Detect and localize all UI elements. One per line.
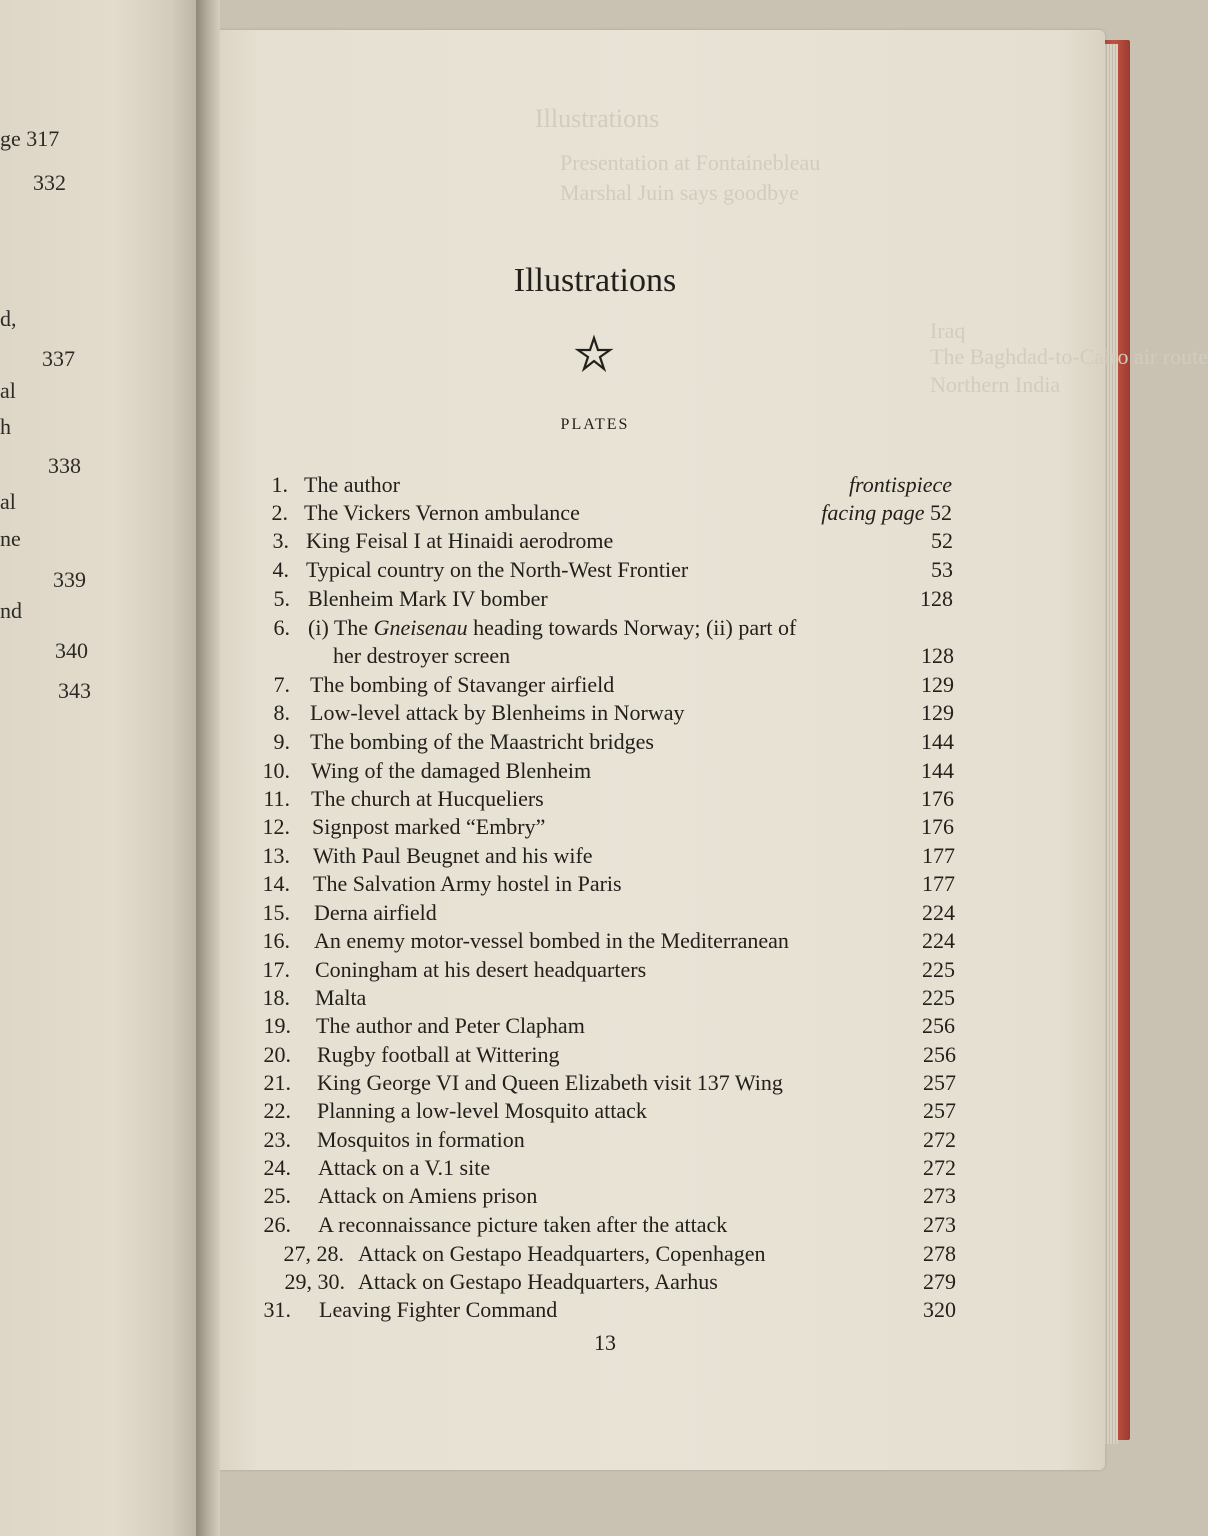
list-item <box>249 1297 956 1326</box>
plate-number: 2. <box>271 500 288 525</box>
plate-number: 18. <box>262 985 290 1010</box>
plate-caption: King Feisal I at Hinaidi aerodrome <box>306 528 614 553</box>
section-heading: PLATES <box>560 416 630 433</box>
plate-caption: The bombing of Stavanger airfield <box>310 672 615 697</box>
plate-caption: King George VI and Queen Elizabeth visit 137 Wing <box>317 1070 783 1095</box>
plate-page: 53 <box>931 557 953 582</box>
plate-page: 128 <box>921 643 954 668</box>
plate-caption: Attack on Gestapo Headquarters, Copenhagen <box>358 1241 766 1266</box>
list-item <box>247 1127 956 1156</box>
plate-page: 144 <box>921 729 954 754</box>
plate-number: 10. <box>262 758 290 783</box>
left-line-9: ne <box>0 526 21 551</box>
list-item <box>248 1183 956 1212</box>
plate-number: 11. <box>263 786 290 811</box>
plate-caption: Coningham at his desert headquarters <box>315 957 647 982</box>
plate-caption-continued: her destroyer screen <box>333 643 511 668</box>
plate-caption: Rugby football at Wittering <box>317 1042 560 1067</box>
plate-page: 256 <box>922 1013 955 1038</box>
list-item <box>248 1241 956 1270</box>
list-item <box>247 1098 956 1127</box>
plate-page: 177 <box>922 843 955 868</box>
plate-caption: Wing of the damaged Blenheim <box>311 758 592 783</box>
left-line-1: ge 317 <box>0 126 60 151</box>
left-line-3: d, <box>0 306 17 331</box>
plate-number: 14. <box>262 871 290 896</box>
plate-caption: The author <box>304 472 400 497</box>
list-item <box>248 1212 956 1241</box>
left-line-13: 343 <box>58 678 91 703</box>
list-item <box>245 871 955 900</box>
plate-number: 26. <box>263 1212 291 1237</box>
facing-page-label: facing page <box>821 500 925 525</box>
ship-name: Gneisenau <box>373 615 468 640</box>
left-line-6: h <box>0 414 11 439</box>
plate-number: 3. <box>272 528 289 553</box>
left-line-5: al <box>0 378 16 403</box>
plate-page: 279 <box>923 1269 956 1294</box>
left-page <box>0 0 207 1536</box>
left-line-7: 338 <box>48 453 81 478</box>
plate-number: 1. <box>271 472 288 497</box>
list-item <box>247 1042 956 1071</box>
list-item <box>241 528 953 557</box>
plate-page: 128 <box>920 586 953 611</box>
list-item <box>245 843 955 872</box>
plate-number: 5. <box>273 586 290 611</box>
plate-caption: An enemy motor-vessel bombed in the Mediterranean <box>314 928 789 953</box>
plate-number: 15. <box>262 900 290 925</box>
plate-number: 17. <box>262 957 290 982</box>
plate-caption: With Paul Beugnet and his wife <box>313 843 593 868</box>
plate-page: 225 <box>922 957 955 982</box>
plate-page: 257 <box>923 1070 956 1095</box>
plate-number: 12. <box>262 814 290 839</box>
plate-number: 31. <box>263 1297 291 1322</box>
plate-number: 24. <box>263 1155 291 1180</box>
left-line-2: 332 <box>33 170 66 195</box>
list-item <box>244 786 954 815</box>
left-line-10: 339 <box>53 567 86 592</box>
plate-page: 177 <box>922 871 955 896</box>
plate-page: 278 <box>923 1241 956 1266</box>
plate-caption: The Salvation Army hostel in Paris <box>313 871 622 896</box>
list-item <box>246 985 955 1014</box>
list-item <box>240 472 952 501</box>
list-item <box>243 643 954 672</box>
plate-page: frontispiece <box>848 472 952 497</box>
list-item <box>243 672 954 701</box>
plate-number: 9. <box>273 729 290 754</box>
plate-page: 129 <box>921 672 954 697</box>
plate-caption: Derna airfield <box>314 900 437 925</box>
plate-number: 27, 28. <box>283 1241 344 1266</box>
plate-number: 19. <box>263 1013 291 1038</box>
plate-number: 23. <box>263 1127 291 1152</box>
plate-caption: Blenheim Mark IV bomber <box>308 586 548 611</box>
list-item <box>245 928 955 957</box>
plate-caption: Attack on a V.1 site <box>318 1155 491 1180</box>
plate-page: 225 <box>922 985 955 1010</box>
plate-caption: Low-level attack by Blenheims in Norway <box>310 700 685 725</box>
plate-number: 13. <box>262 843 290 868</box>
left-line-4: 337 <box>42 346 75 371</box>
list-item <box>244 758 954 787</box>
plate-number: 7. <box>273 672 290 697</box>
book-gutter <box>196 0 220 1536</box>
plate-number: 4. <box>272 557 289 582</box>
plate-number: 16. <box>262 928 290 953</box>
plate-page: 256 <box>923 1042 956 1067</box>
plate-caption: Leaving Fighter Command <box>319 1297 558 1322</box>
plate-page: 272 <box>923 1127 956 1152</box>
list-item <box>240 500 952 529</box>
plate-caption <box>308 615 796 641</box>
plate-page: 224 <box>922 900 955 925</box>
list-item <box>243 729 954 758</box>
plate-caption: Attack on Amiens prison <box>318 1183 538 1208</box>
list-item <box>242 586 953 615</box>
plate-number: 25. <box>263 1183 291 1208</box>
page-title: Illustrations <box>513 262 677 299</box>
page-number: 13 <box>594 1330 616 1355</box>
plate-caption: The bombing of the Maastricht bridges <box>310 729 654 754</box>
plate-caption: Planning a low-level Mosquito attack <box>317 1098 647 1123</box>
list-item <box>242 615 953 644</box>
plate-caption: The author and Peter Clapham <box>316 1013 585 1038</box>
page-edges <box>1104 44 1118 1444</box>
plate-number: 21. <box>263 1070 291 1095</box>
list-item <box>247 1070 956 1099</box>
plate-number: 6. <box>273 615 290 640</box>
book-photo: Illustrations Presentation at Fontainebleau Marshal Juin says goodbye Iraq The Baghdad-to-Cairo air route Northern India ge 317 332 d, 337 al h 338 al ne 339 nd 340 343 Illustrations PLATES 1. The author frontispiece 2. The Vickers Vernon ambulance facing page 52 3. King Feisal I at Hinaidi aerodrome 52 4. Typical country on the North-West Frontier 53 5. Blenheim Mark IV bomber 128 6. (i) The Gneisenau heading towards Norway; (ii) part of her destroyer screen 128 7. The bombing of Stavanger airfield 129 8. Low-level attack by Blenheims in Norway 129 9. The bombing of the Maastricht bridges 144 10. Wing of the damaged Blenheim 144 11. The church at Hucqueliers 176 12. Signpost marked “Embry” 176 13. With Paul Beugnet and his wife 177 14. The Salvation Army hostel in Paris 177 15. Derna airfield 224 16. An enemy motor-vessel bombed in the Mediterranean 224 17. Coningham at his desert headquarters 225 18. Malta 225 19. The author and Peter Clapham 256 20. Rugby football at Wittering 256 21. King George VI and Queen Elizabeth visit 137 Wing 257 22. Planning a low-level Mosquito attack 257 23. Mosquitos in formation 272 24. Attack on a V.1 site 272 25. Attack on Amiens prison 273 26. A reconnaissance picture taken after the attack 273 27, 28. Attack on Gestapo Headquarters, Copenhagen 278 29, 30. Attack on Gestapo Headquarters, Aarhus 279 31. Leaving Fighter Command 320 13 <box>0 0 1152 1536</box>
plate-page: 176 <box>921 814 954 839</box>
plate-caption: Signpost marked “Embry” <box>312 814 546 839</box>
plate-page: 52 <box>931 528 953 553</box>
plate-caption: Attack on Gestapo Headquarters, Aarhus <box>358 1269 718 1294</box>
list-item <box>244 814 954 843</box>
list-item <box>246 957 955 986</box>
plate-number: 22. <box>263 1098 291 1123</box>
left-line-12: 340 <box>55 638 88 663</box>
left-line-8: al <box>0 489 16 514</box>
list-item <box>246 1013 955 1042</box>
plate-page: 273 <box>923 1212 956 1237</box>
list-item <box>248 1155 956 1184</box>
plate-page: 272 <box>923 1155 956 1180</box>
plate-caption: Mosquitos in formation <box>317 1127 525 1152</box>
star-ornament-icon <box>576 336 612 372</box>
left-line-11: nd <box>0 598 22 623</box>
plate-caption: A reconnaissance picture taken after the attack <box>318 1212 728 1237</box>
plate-page: 224 <box>922 928 955 953</box>
plate-number: 20. <box>263 1042 291 1067</box>
plate-page: 129 <box>921 700 954 725</box>
list-item <box>249 1269 956 1298</box>
plate-page: 144 <box>921 758 954 783</box>
list-item <box>241 557 953 586</box>
plate-page: 273 <box>923 1183 956 1208</box>
plate-number: 8. <box>273 700 290 725</box>
caption-part: (i) The <box>308 615 374 640</box>
plate-page-group <box>821 500 952 526</box>
plate-page: 257 <box>923 1098 956 1123</box>
caption-part: heading towards Norway; (ii) part of <box>467 615 797 640</box>
list-item <box>245 900 955 929</box>
plate-caption: The Vickers Vernon ambulance <box>304 500 580 525</box>
plate-caption: The church at Hucqueliers <box>311 786 544 811</box>
plate-caption: Typical country on the North-West Frontier <box>306 557 689 582</box>
list-item <box>243 700 954 729</box>
plate-number: 29, 30. <box>284 1269 345 1294</box>
plate-page: 320 <box>923 1297 956 1322</box>
plate-page: 52 <box>930 500 952 525</box>
plate-page: 176 <box>921 786 954 811</box>
plate-caption: Malta <box>315 985 367 1010</box>
